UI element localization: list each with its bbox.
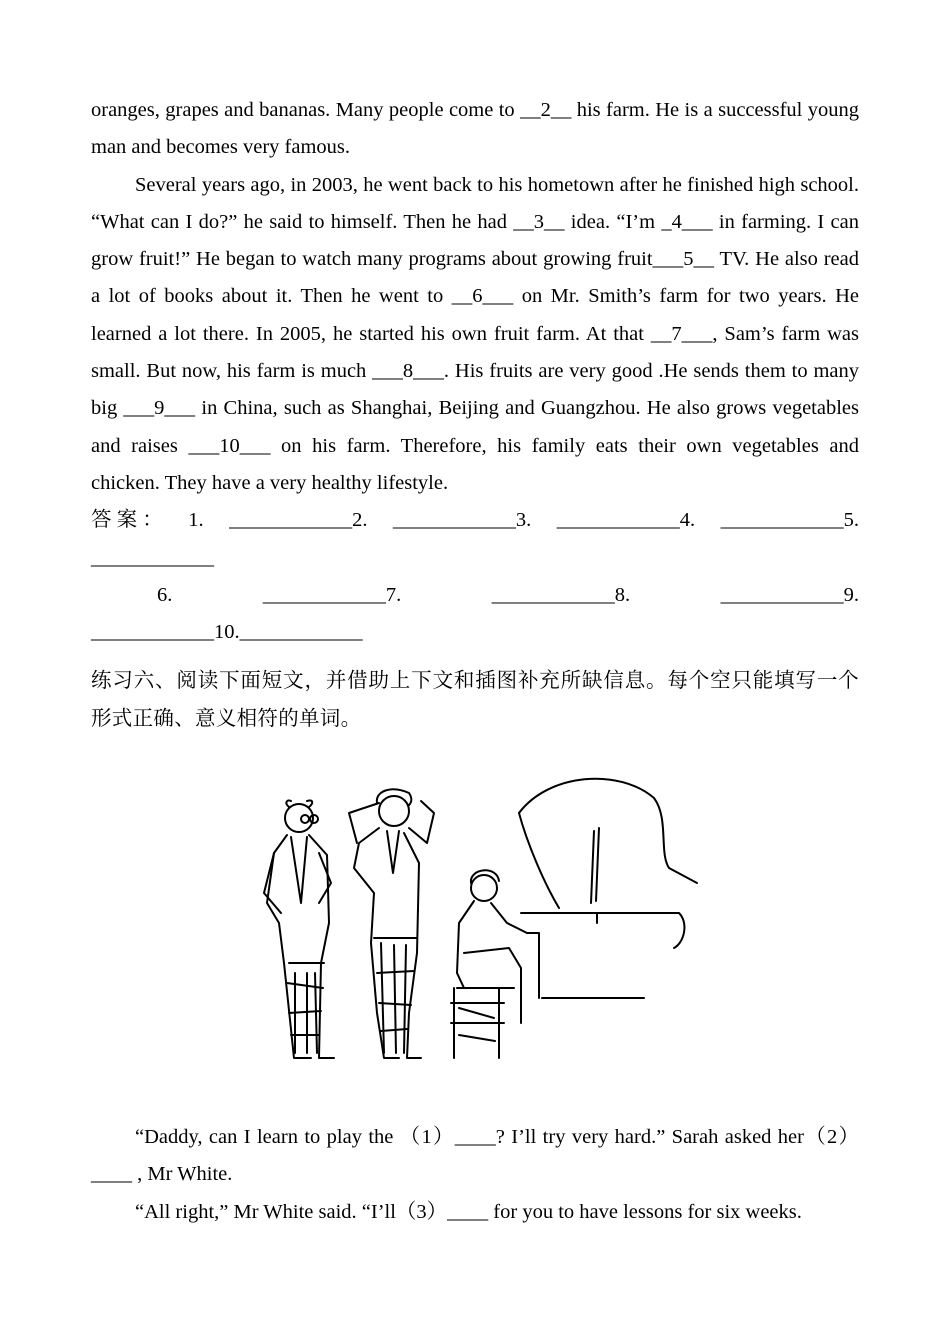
dialog-paragraph-1: “Daddy, can I learn to play the （1）____? I’ll try very hard.” Sarah asked her（2）____ , Mr White. (91, 1126, 859, 1186)
father-figure (264, 801, 334, 1059)
piano-lesson-sketch (259, 773, 699, 1073)
document-page (91, 92, 859, 1231)
answer-blank-9: ____________9. (720, 583, 859, 606)
answer-blank-4: ____________4. (556, 509, 696, 532)
passage-continuation: oranges, grapes and bananas. Many people come to __2__ his farm. He is a successful young man and becomes very famous. (91, 99, 859, 159)
answer-blank-5: ____________5. (720, 509, 859, 532)
answer-blank-8: ____________8. (491, 583, 631, 606)
answer-blank-6: 6. (157, 583, 173, 606)
answer-blank-1: 1. (188, 509, 204, 532)
piano-illustration (91, 773, 859, 1103)
answer-label: 答 案 ： (91, 509, 163, 532)
passage-paragraph-2: Several years ago, in 2003, he went back to his hometown after he finished high school. “What can I do?” he said to himself. Then he had __3__ idea. “I’m _4___ in farming. I can grow fruit!” He began to watch many programs about growing fruit___5__ TV. He also read a lot of books about it. Then he went to __6___ on Mr. Smith’s farm for two years. He learned a lot there. In 2005, he started his own fruit farm. At that __7___, Sam’s farm was small. But now, his farm is much ___8___. His fruits are very good .He sends them to many big ___9___ in China, such as Shanghai, Beijing and Guangzhou. He also grows vegetables and raises ___10___ on his farm. Therefore, his family eats their own vegetables and chicken. They have a very healthy lifestyle. (91, 173, 859, 494)
dialog-paragraph-2: “All right,” Mr White said. “I’ll（3）____ for you to have lessons for six weeks. (135, 1200, 802, 1223)
answer-row-3 (91, 577, 859, 614)
answer-row-2: ____________ (91, 546, 214, 569)
dialog-passage (91, 1119, 859, 1231)
answer-blank-7: ____________7. (262, 583, 402, 606)
sarah-figure (451, 870, 527, 1058)
teacher-figure (349, 789, 434, 1058)
exercise-6-instruction: 练习六、阅读下面短文，并借助上下文和插图补充所缺信息。每个空只能填写一个形式正确、意义相符的单词。 (91, 670, 859, 730)
answer-row-4: ____________10.____________ (91, 621, 363, 644)
answer-blank-2: ____________2. (229, 509, 368, 532)
answer-row-1 (91, 502, 859, 539)
answer-blank-3: ____________3. (392, 509, 532, 532)
